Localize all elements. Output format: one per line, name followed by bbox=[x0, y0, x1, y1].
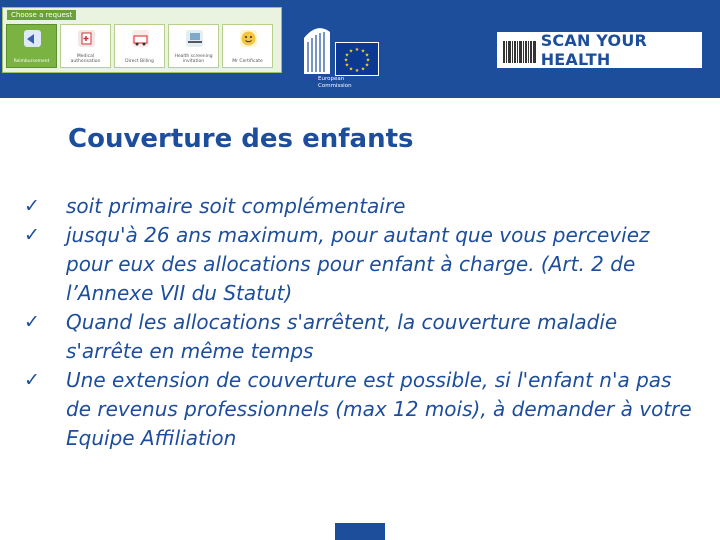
check-icon: ✓ bbox=[24, 369, 40, 391]
tile-label: Medical authorisation bbox=[70, 54, 101, 64]
svg-text:★: ★ bbox=[360, 66, 366, 73]
eu-flag-icon bbox=[335, 42, 379, 76]
tile-label: Health screening invitation bbox=[174, 54, 213, 64]
svg-text:★: ★ bbox=[348, 66, 354, 73]
eu-logo-line2: Commission bbox=[318, 83, 352, 89]
tile-medical-authorisation[interactable] bbox=[60, 24, 111, 68]
request-panel-screenshot bbox=[2, 7, 282, 73]
svg-text:★: ★ bbox=[365, 57, 371, 64]
eu-logo-text bbox=[318, 76, 384, 90]
laptop-icon bbox=[186, 30, 203, 47]
request-panel-title: Choose a request bbox=[7, 10, 76, 20]
list-item bbox=[24, 221, 694, 308]
tile-direct-billing[interactable] bbox=[114, 24, 165, 68]
tile-label: Reimbursement bbox=[13, 59, 50, 64]
eu-logo-line1: European bbox=[318, 76, 345, 82]
request-tiles bbox=[6, 24, 273, 68]
bullet-text: Quand les allocations s'arrêtent, la couverture maladie s'arrête en même temps bbox=[66, 310, 618, 363]
footer-accent-bar bbox=[335, 523, 385, 540]
tile-certificate[interactable] bbox=[222, 24, 273, 68]
barcode-icon bbox=[503, 37, 537, 63]
svg-text:★: ★ bbox=[360, 48, 366, 55]
svg-text:★: ★ bbox=[348, 48, 354, 55]
bullet-text: soit primaire soit complémentaire bbox=[66, 194, 406, 218]
check-icon: ✓ bbox=[24, 195, 40, 217]
tile-health-screening[interactable] bbox=[168, 24, 219, 68]
page-title: Couverture des enfants bbox=[68, 124, 414, 154]
svg-text:★: ★ bbox=[354, 47, 360, 53]
svg-text:★: ★ bbox=[354, 68, 360, 74]
doc-arrow-icon bbox=[24, 30, 41, 47]
smiley-icon bbox=[240, 30, 257, 47]
european-commission-logo bbox=[298, 10, 388, 98]
bullet-list bbox=[24, 192, 694, 453]
scan-your-health-logo bbox=[497, 32, 702, 68]
scan-your-health-text: SCAN YOUR HEALTH bbox=[540, 31, 648, 69]
svg-text:★: ★ bbox=[364, 62, 370, 69]
tile-label: Direct Billing bbox=[125, 59, 154, 64]
bullet-text: Une extension de couverture est possible, si l'enfant n'a pas de revenus professionnels (max 12 mois), à demander à votre Equipe Affiliation bbox=[66, 368, 692, 450]
svg-text:★: ★ bbox=[344, 62, 350, 69]
bullet-text: jusqu'à 26 ans maximum, pour autant que vous perceviez pour eux des allocations pour enfant à charge. (Art. 2 de l’Annexe VII du Statut) bbox=[66, 223, 650, 305]
list-item bbox=[24, 366, 694, 453]
list-item bbox=[24, 308, 694, 366]
tile-reimbursement[interactable] bbox=[6, 24, 57, 68]
svg-text:★: ★ bbox=[364, 52, 370, 59]
svg-text:★: ★ bbox=[344, 52, 350, 59]
tile-label: Mr Certificate bbox=[232, 59, 263, 64]
check-icon: ✓ bbox=[24, 311, 40, 333]
svg-text:★: ★ bbox=[343, 57, 349, 64]
check-icon: ✓ bbox=[24, 224, 40, 246]
building-icon bbox=[302, 18, 332, 76]
list-item bbox=[24, 192, 694, 221]
medical-form-icon bbox=[78, 30, 95, 47]
ambulance-icon bbox=[132, 30, 149, 47]
